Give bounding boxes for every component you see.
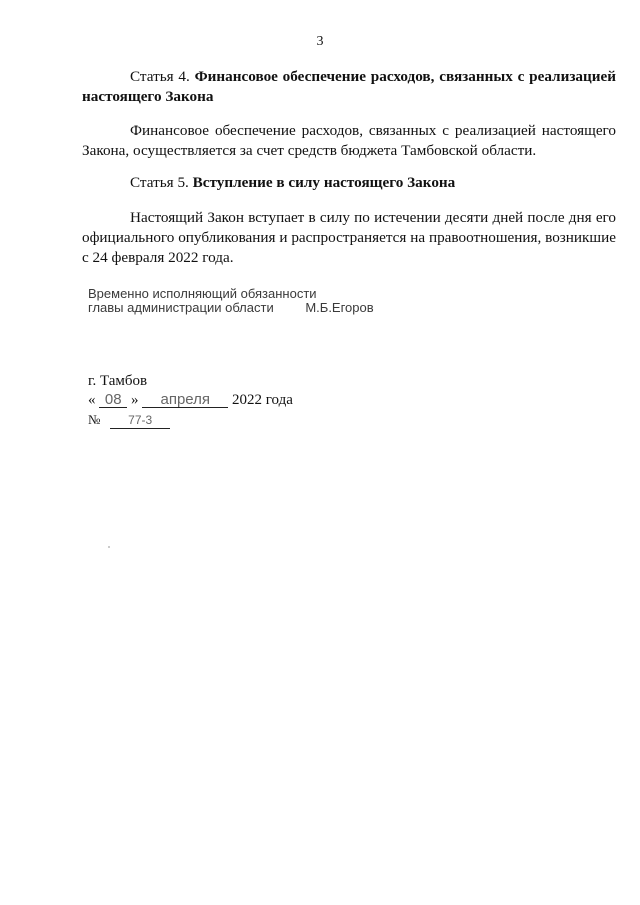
article-5-body <box>82 208 616 268</box>
article-5-text: Настоящий Закон вступает в силу по истечении десяти дней после дня его официального опубликования и распространяется на правоотношения, возникшие с 24 февраля 2022 года. <box>82 209 616 266</box>
article-4-label: Статья 4. <box>130 68 190 85</box>
article-4-body <box>82 121 616 161</box>
city: г. Тамбов <box>88 373 148 389</box>
date-month: апреля <box>142 392 228 408</box>
signature-block <box>88 287 374 315</box>
article-4-title: Финансовое обеспечение расходов, связанных с реализацией настоящего Закона <box>82 68 617 105</box>
article-4-heading <box>82 67 616 107</box>
date-line <box>88 391 293 410</box>
quote-open: « <box>88 392 96 408</box>
date-year: 2022 года <box>232 392 293 408</box>
signature-position-line1: Временно исполняющий обязанности <box>88 286 317 301</box>
number-sign: № <box>88 412 101 427</box>
article-5-title: Вступление в силу настоящего Закона <box>192 174 456 191</box>
date-day: 08 <box>99 392 127 408</box>
article-4-text: Финансовое обеспечение расходов, связанных с реализацией настоящего Закона, осуществляется за счет средств бюджета Тамбовской области. <box>82 122 616 159</box>
number-line <box>88 410 293 430</box>
document-footer <box>88 372 293 430</box>
article-5-heading <box>82 173 616 193</box>
scan-speck <box>108 546 110 548</box>
article-5-label: Статья 5. <box>130 174 189 191</box>
document-number: 77-3 <box>110 413 170 429</box>
signature-name: М.Б.Егоров <box>305 300 374 315</box>
signature-position-line2: главы администрации области <box>88 300 274 315</box>
quote-close: » <box>131 392 139 408</box>
page-number: 3 <box>316 34 324 49</box>
